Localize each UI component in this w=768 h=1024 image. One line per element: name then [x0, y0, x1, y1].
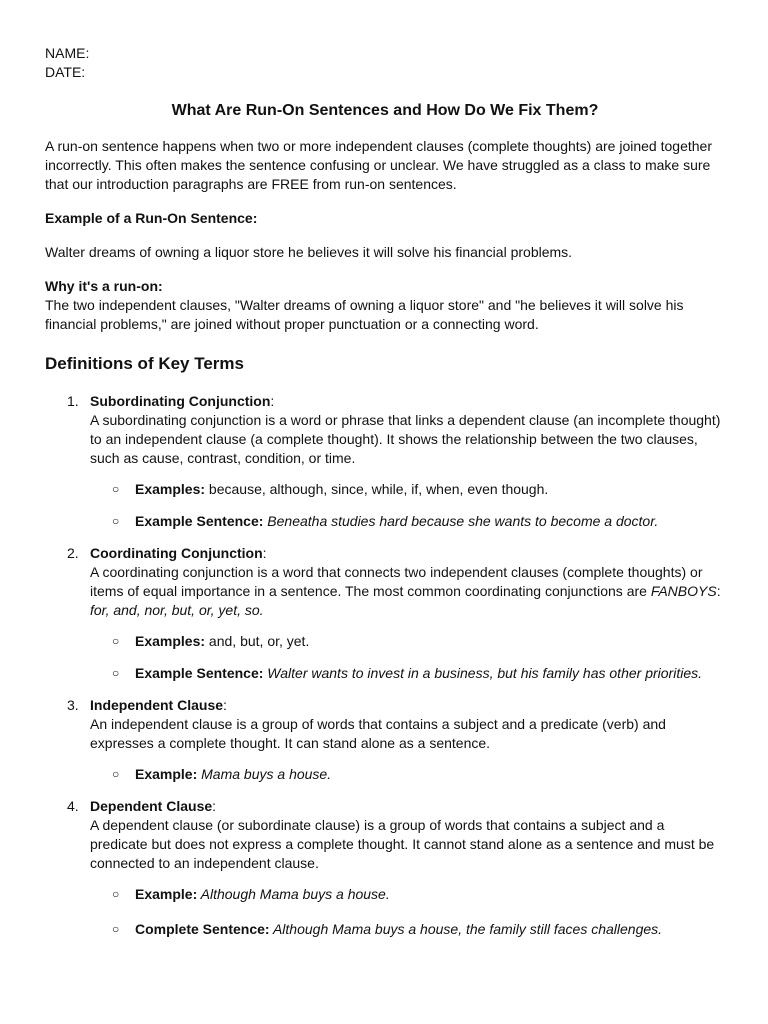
term-examples — [90, 480, 725, 531]
example-label: Examples: — [135, 481, 206, 497]
name-label: NAME: — [45, 45, 90, 61]
run-on-example-sentence: Walter dreams of owning a liquor store he believes it will solve his financial problems. — [45, 244, 573, 260]
term-examples — [90, 765, 725, 784]
hollow-circle-bullet-icon: ○ — [112, 634, 120, 648]
term-colon: : — [262, 545, 267, 561]
example-label: Example: — [135, 886, 198, 902]
term-title — [90, 544, 725, 563]
term-name: Coordinating Conjunction — [90, 545, 263, 561]
example-label: Examples: — [135, 633, 206, 649]
term-examples — [90, 885, 725, 939]
example-item — [90, 632, 725, 651]
hollow-circle-bullet-icon: ○ — [112, 887, 120, 901]
definition-text: A coordinating conjunction is a word that connects two independent clauses (complete thoughts) or items of equal importance in a sentence. The most common coordinating conjunctions are — [90, 564, 703, 599]
example-label: Example Sentence: — [135, 513, 264, 529]
term-colon: : — [223, 697, 227, 713]
term-item-coordinating-conjunction — [45, 544, 725, 683]
example-item — [90, 664, 725, 683]
example-text: Beneatha studies hard because she wants to become a doctor. — [263, 513, 659, 529]
fanboys-colon: : — [716, 583, 721, 599]
term-title — [90, 797, 725, 816]
term-name: Dependent Clause — [90, 798, 213, 814]
hollow-circle-bullet-icon: ○ — [112, 514, 120, 528]
term-definition: An independent clause is a group of words that contains a subject and a predicate (verb) and expresses a complete thought. It can stand alone as a sentence. — [90, 716, 666, 751]
document-page — [45, 44, 725, 939]
date-label: DATE: — [45, 64, 86, 80]
term-title — [90, 392, 725, 411]
term-item-subordinating-conjunction — [45, 392, 725, 531]
definitions-heading: Definitions of Key Terms — [45, 354, 244, 373]
example-heading: Example of a Run-On Sentence: — [45, 210, 258, 226]
terms-list — [45, 392, 725, 939]
example-text: because, although, since, while, if, when, even though. — [205, 481, 549, 497]
example-item — [90, 765, 725, 784]
example-item — [90, 920, 725, 939]
term-colon: : — [270, 393, 275, 409]
example-item — [90, 512, 725, 531]
why-heading: Why it's a run-on: — [45, 278, 163, 294]
term-name: Subordinating Conjunction — [90, 393, 271, 409]
term-colon: : — [212, 798, 217, 814]
term-number: 4. — [67, 798, 79, 814]
why-explanation: The two independent clauses, "Walter dreams of owning a liquor store" and "he believes it will solve his financial problems," are joined without proper punctuation or a connecting word. — [45, 297, 684, 332]
example-text: and, but, or, yet. — [205, 633, 310, 649]
example-label: Complete Sentence: — [135, 921, 270, 937]
term-item-independent-clause — [45, 696, 725, 784]
term-examples — [90, 632, 725, 683]
example-text: Although Mama buys a house. — [197, 886, 390, 902]
intro-paragraph: A run-on sentence happens when two or more independent clauses (complete thoughts) are joined together incorrectly. This often makes the sentence confusing or unclear. We have struggled as a class to make sure that our introduction paragraphs are FREE from run-on sentences. — [45, 138, 712, 192]
term-definition: A dependent clause (or subordinate clause) is a group of words that contains a subject and a predicate but does not express a complete thought. It cannot stand alone as a sentence and must be connected to an independent clause. — [90, 817, 715, 871]
document-title: What Are Run-On Sentences and How Do We Fix Them? — [171, 102, 599, 119]
term-number: 1. — [67, 393, 79, 409]
fanboys-list: for, and, nor, but, or, yet, so. — [90, 602, 264, 618]
example-item — [90, 480, 725, 499]
hollow-circle-bullet-icon: ○ — [112, 482, 120, 496]
term-definition: A subordinating conjunction is a word or phrase that links a dependent clause (an incomplete thought) to an independent clause (a complete thought). It shows the relationship between the two clauses, such as cause, contrast, condition, or time. — [90, 412, 721, 466]
term-number: 3. — [67, 697, 79, 713]
hollow-circle-bullet-icon: ○ — [112, 922, 120, 936]
example-label: Example Sentence: — [135, 665, 264, 681]
example-text: Although Mama buys a house, the family still faces challenges. — [269, 921, 663, 937]
example-label: Example: — [135, 766, 198, 782]
term-title — [90, 696, 725, 715]
example-text: Walter wants to invest in a business, but his family has other priorities. — [263, 665, 702, 681]
hollow-circle-bullet-icon: ○ — [112, 767, 120, 781]
term-name: Independent Clause — [90, 697, 224, 713]
example-text: Mama buys a house. — [197, 766, 332, 782]
term-definition — [90, 563, 725, 620]
term-item-dependent-clause — [45, 797, 725, 939]
hollow-circle-bullet-icon: ○ — [112, 666, 120, 680]
fanboys-term: FANBOYS — [650, 583, 717, 599]
example-item — [90, 885, 725, 904]
term-number: 2. — [67, 545, 79, 561]
